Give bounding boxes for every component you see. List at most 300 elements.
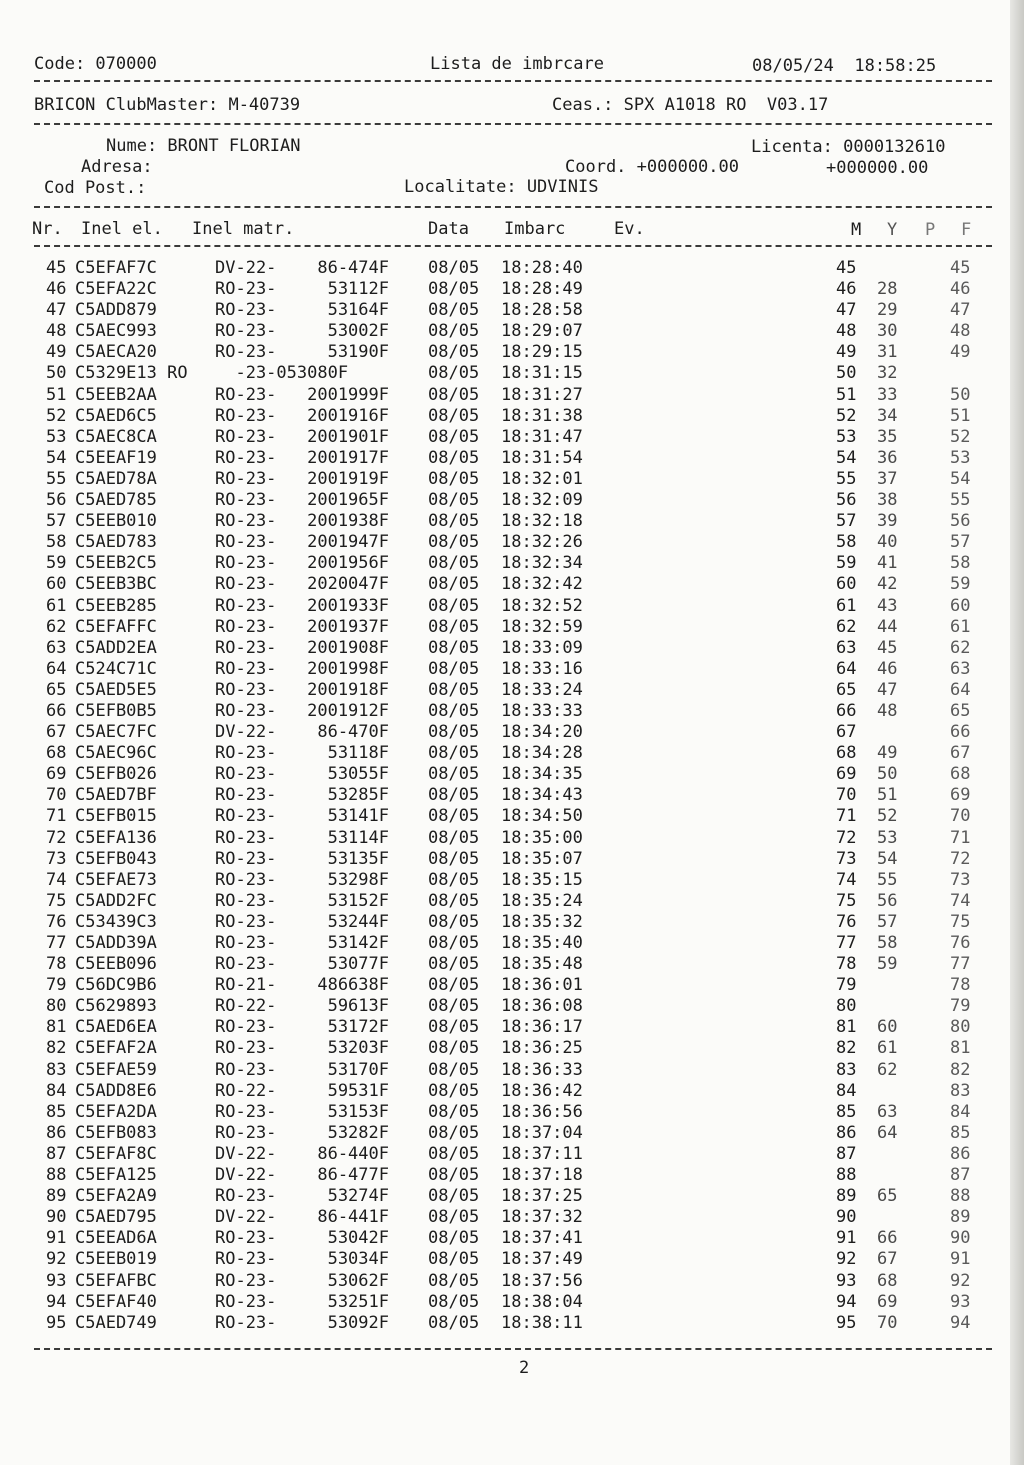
electronic-ring: C5AED78A: [75, 468, 157, 489]
arrival-date: 08/05: [428, 806, 480, 827]
arrival-time: 18:33:24: [501, 679, 583, 700]
rank-y: 36: [877, 447, 898, 468]
rank-m: 93: [836, 1270, 857, 1291]
arrival-time: 18:34:35: [501, 764, 583, 785]
arrival-date: 08/05: [428, 764, 480, 785]
ring-number: RO-23- 2001956F: [215, 553, 389, 574]
electronic-ring: C5AED785: [75, 490, 157, 511]
ring-number: DV-22- 86-477F: [215, 1165, 389, 1186]
arrival-time: 18:32:52: [501, 595, 583, 616]
ring-number: RO-23- 53042F: [215, 1228, 389, 1249]
ring-number: RO-23- 53002F: [215, 321, 389, 342]
electronic-ring: C5EFA2DA: [75, 1101, 157, 1122]
electronic-ring: C5EFAF7C: [75, 258, 157, 278]
table-row: [0, 806, 1024, 827]
row-number: 86: [46, 1122, 67, 1143]
table-row: [0, 828, 1024, 849]
arrival-date: 08/05: [428, 1080, 480, 1101]
rank-y: 67: [877, 1249, 898, 1270]
rank-f: 48: [950, 321, 971, 342]
ring-number: RO-23- 53203F: [215, 1038, 389, 1059]
rank-y: 58: [877, 933, 898, 953]
rank-f: 46: [950, 279, 971, 300]
rank-f: 66: [950, 722, 971, 743]
arrival-time: 18:32:26: [501, 532, 583, 553]
rank-f: 75: [950, 911, 971, 932]
rank-f: 70: [950, 806, 971, 827]
table-row: [0, 490, 1024, 511]
ring-number: RO-23- 53251F: [215, 1291, 389, 1312]
row-number: 59: [46, 553, 67, 574]
rank-m: 53: [836, 426, 857, 447]
ring-number: RO-23- 53170F: [215, 1059, 389, 1080]
electronic-ring: C5EEB3BC: [75, 574, 157, 595]
arrival-time: 18:29:15: [501, 342, 583, 363]
table-row: [0, 975, 1024, 996]
rank-y: 51: [877, 785, 898, 806]
row-number: 57: [46, 511, 67, 532]
arrival-date: 08/05: [428, 342, 480, 363]
arrival-date: 08/05: [428, 975, 480, 996]
arrival-time: 18:33:33: [501, 700, 583, 721]
rank-y: 34: [877, 405, 898, 426]
arrival-date: 08/05: [428, 827, 480, 848]
row-number: 78: [46, 954, 67, 975]
ring-number: RO-23- 2001908F: [215, 637, 389, 658]
arrival-date: 08/05: [428, 1143, 480, 1164]
table-row: [0, 954, 1024, 975]
ring-number: RO-22- 59613F: [215, 996, 389, 1017]
arrival-time: 18:31:38: [501, 405, 583, 426]
rank-m: 76: [836, 911, 857, 932]
rank-y: 37: [877, 468, 898, 489]
arrival-date: 08/05: [428, 1186, 480, 1207]
rank-m: 58: [836, 532, 857, 553]
electronic-ring: C5EFB015: [75, 806, 157, 827]
row-number: 93: [46, 1270, 67, 1291]
rank-y: 54: [877, 848, 898, 869]
table-row: [0, 785, 1024, 806]
rank-m: 64: [836, 658, 857, 679]
rank-f: 67: [950, 743, 971, 764]
electronic-ring: C53439C3: [75, 911, 157, 932]
rank-f: 56: [950, 511, 971, 532]
rank-f: 84: [950, 1101, 971, 1122]
arrival-date: 08/05: [428, 1228, 480, 1249]
ring-number: RO-23- 53092F: [215, 1312, 389, 1333]
rank-f: 64: [950, 679, 971, 700]
arrival-date: 08/05: [428, 996, 480, 1017]
rank-f: 86: [950, 1143, 971, 1164]
owner-name: Nume: BRONT FLORIAN: [106, 136, 301, 156]
col-p: P: [925, 220, 936, 240]
rank-m: 67: [836, 722, 857, 743]
arrival-time: 18:38:11: [501, 1312, 583, 1333]
ring-number: RO-23- 2001999F: [215, 384, 389, 405]
ring-number: RO-23- 53114F: [215, 827, 389, 848]
arrival-time: 18:33:09: [501, 637, 583, 658]
arrival-time: 18:31:54: [501, 447, 583, 468]
rank-y: 35: [877, 426, 898, 447]
arrival-time: 18:36:17: [501, 1017, 583, 1038]
electronic-ring: C5EFA136: [75, 827, 157, 848]
rank-m: 61: [836, 595, 857, 616]
row-number: 51: [46, 384, 67, 405]
arrival-time: 18:34:43: [501, 785, 583, 806]
arrival-date: 08/05: [428, 637, 480, 658]
rank-f: 47: [950, 300, 971, 321]
table-row: [0, 1249, 1024, 1270]
arrival-time: 18:37:41: [501, 1228, 583, 1249]
col-m: M: [851, 220, 862, 240]
rank-f: 71: [950, 827, 971, 848]
rank-f: 91: [950, 1249, 971, 1270]
ring-number: DV-22- 86-440F: [215, 1143, 389, 1164]
arrival-time: 18:36:01: [501, 975, 583, 996]
row-number: 49: [46, 342, 67, 363]
rank-m: 94: [836, 1291, 857, 1312]
table-row: [0, 258, 1024, 279]
rank-f: 62: [950, 637, 971, 658]
electronic-ring: C5AEC96C: [75, 743, 157, 764]
rank-m: 62: [836, 616, 857, 637]
rank-m: 55: [836, 468, 857, 489]
arrival-date: 08/05: [428, 1291, 480, 1312]
ring-number: RO-23- 2001912F: [215, 700, 389, 721]
arrival-time: 18:38:04: [501, 1291, 583, 1312]
ring-number: RO-22- 59531F: [215, 1080, 389, 1101]
table-row: [0, 279, 1024, 300]
arrival-time: 18:28:40: [501, 258, 583, 278]
electronic-ring: C5EEB2C5: [75, 553, 157, 574]
arrival-time: 18:32:09: [501, 490, 583, 511]
electronic-ring: C5AEC8CA: [75, 426, 157, 447]
electronic-ring: C5AECA20: [75, 342, 157, 363]
electronic-ring: C5AED749: [75, 1312, 157, 1333]
electronic-ring: C5AED783: [75, 532, 157, 553]
rank-m: 90: [836, 1207, 857, 1228]
rank-m: 52: [836, 405, 857, 426]
electronic-ring: C5AED5E5: [75, 679, 157, 700]
table-row: [0, 743, 1024, 764]
arrival-date: 08/05: [428, 869, 480, 890]
rank-f: 54: [950, 468, 971, 489]
rank-m: 79: [836, 975, 857, 996]
row-number: 90: [46, 1207, 67, 1228]
ring-number: RO-23- 53112F: [215, 279, 389, 300]
arrival-time: 18:32:59: [501, 616, 583, 637]
ring-number: RO-23- 2020047F: [215, 574, 389, 595]
arrival-date: 08/05: [428, 384, 480, 405]
rank-y: 30: [877, 321, 898, 342]
rank-y: 46: [877, 658, 898, 679]
table-row: [0, 617, 1024, 638]
arrival-time: 18:35:24: [501, 890, 583, 911]
electronic-ring: C5EFA125: [75, 1165, 157, 1186]
rank-m: 77: [836, 933, 857, 953]
table-row: [0, 701, 1024, 722]
rank-y: 53: [877, 827, 898, 848]
rank-m: 74: [836, 869, 857, 890]
arrival-time: 18:37:56: [501, 1270, 583, 1291]
arrival-date: 08/05: [428, 574, 480, 595]
rank-y: 63: [877, 1101, 898, 1122]
arrival-time: 18:31:47: [501, 426, 583, 447]
electronic-ring: C5EFAFBC: [75, 1270, 157, 1291]
arrival-date: 08/05: [428, 848, 480, 869]
electronic-ring: C5ADD2FC: [75, 890, 157, 911]
electronic-ring: C5EEB019: [75, 1249, 157, 1270]
arrival-time: 18:28:58: [501, 300, 583, 321]
arrival-date: 08/05: [428, 1101, 480, 1122]
table-row: [0, 1271, 1024, 1292]
arrival-date: 08/05: [428, 1122, 480, 1143]
rank-m: 50: [836, 363, 857, 384]
row-number: 87: [46, 1143, 67, 1164]
rank-y: 52: [877, 806, 898, 827]
rank-y: 38: [877, 490, 898, 511]
table-row: [0, 1102, 1024, 1123]
rank-m: 47: [836, 300, 857, 321]
arrival-date: 08/05: [428, 679, 480, 700]
table-row: [0, 1207, 1024, 1228]
ring-number: RO-23- 2001919F: [215, 468, 389, 489]
electronic-ring: C5EFB0B5: [75, 700, 157, 721]
rank-m: 56: [836, 490, 857, 511]
electronic-ring: C5EFAF8C: [75, 1143, 157, 1164]
coordinates: Coord. +000000.00: [565, 157, 739, 177]
rank-y: 32: [877, 363, 898, 384]
row-number: 53: [46, 426, 67, 447]
row-number: 81: [46, 1017, 67, 1038]
table-row: [0, 680, 1024, 701]
arrival-date: 08/05: [428, 658, 480, 679]
arrival-date: 08/05: [428, 785, 480, 806]
arrival-time: 18:37:25: [501, 1186, 583, 1207]
table-row: [0, 891, 1024, 912]
electronic-ring: C5EFAFFC: [75, 616, 157, 637]
ring-number: RO-23- 53055F: [215, 764, 389, 785]
rank-f: 65: [950, 700, 971, 721]
arrival-date: 08/05: [428, 1270, 480, 1291]
rank-m: 75: [836, 890, 857, 911]
row-number: 82: [46, 1038, 67, 1059]
electronic-ring: C5EEB2AA: [75, 384, 157, 405]
row-number: 47: [46, 300, 67, 321]
row-number: 55: [46, 468, 67, 489]
arrival-date: 08/05: [428, 447, 480, 468]
arrival-time: 18:36:25: [501, 1038, 583, 1059]
rank-f: 94: [950, 1312, 971, 1333]
rank-f: 60: [950, 595, 971, 616]
rank-y: 42: [877, 574, 898, 595]
table-row: [0, 1017, 1024, 1038]
row-number: 56: [46, 490, 67, 511]
rank-f: 82: [950, 1059, 971, 1080]
results-table: [0, 258, 1024, 1334]
rank-y: 55: [877, 869, 898, 890]
rank-m: 80: [836, 996, 857, 1017]
print-datetime: 08/05/24 18:58:25: [752, 56, 937, 76]
rank-m: 73: [836, 848, 857, 869]
table-row: [0, 659, 1024, 680]
electronic-ring: C5EFA2A9: [75, 1186, 157, 1207]
rank-f: 73: [950, 869, 971, 890]
ring-number: RO-23- 2001901F: [215, 426, 389, 447]
rank-f: 78: [950, 975, 971, 996]
electronic-ring: C5ADD879: [75, 300, 157, 321]
table-row: [0, 1038, 1024, 1059]
rank-m: 51: [836, 384, 857, 405]
ring-number: RO-23- 53244F: [215, 911, 389, 932]
row-number: 71: [46, 806, 67, 827]
arrival-time: 18:31:27: [501, 384, 583, 405]
arrival-date: 08/05: [428, 616, 480, 637]
rank-m: 78: [836, 954, 857, 975]
col-f: F: [961, 220, 972, 240]
ring-number: RO-21- 486638F: [215, 975, 389, 996]
ring-number: RO-23- 2001916F: [215, 405, 389, 426]
rank-m: 83: [836, 1059, 857, 1080]
rank-y: 62: [877, 1059, 898, 1080]
col-inel-matr: Inel matr.: [192, 219, 295, 239]
rank-y: 44: [877, 616, 898, 637]
table-row: [0, 1313, 1024, 1334]
ring-number: RO-23- 2001938F: [215, 511, 389, 532]
rank-f: 51: [950, 405, 971, 426]
arrival-date: 08/05: [428, 321, 480, 342]
rank-y: 56: [877, 890, 898, 911]
ring-number: DV-22- 86-441F: [215, 1207, 389, 1228]
row-number: 60: [46, 574, 67, 595]
table-row: [0, 321, 1024, 342]
arrival-time: 18:35:32: [501, 911, 583, 932]
table-row: [0, 1165, 1024, 1186]
arrival-time: 18:35:48: [501, 954, 583, 975]
row-number: 62: [46, 616, 67, 637]
electronic-ring: C5AED6C5: [75, 405, 157, 426]
row-number: 84: [46, 1080, 67, 1101]
address-label: Adresa:: [81, 157, 153, 177]
table-row: [0, 1228, 1024, 1249]
electronic-ring: C5EFAF40: [75, 1291, 157, 1312]
rank-f: 49: [950, 342, 971, 363]
row-number: 80: [46, 996, 67, 1017]
rank-f: 50: [950, 384, 971, 405]
electronic-ring: C5AEC7FC: [75, 722, 157, 743]
rank-y: 68: [877, 1270, 898, 1291]
table-row: [0, 553, 1024, 574]
arrival-time: 18:35:40: [501, 933, 583, 953]
ring-number: RO-23- 53274F: [215, 1186, 389, 1207]
electronic-ring: C5ADD2EA: [75, 637, 157, 658]
rank-m: 85: [836, 1101, 857, 1122]
rank-f: 83: [950, 1080, 971, 1101]
ring-number: RO-23- 53190F: [215, 342, 389, 363]
table-row: [0, 596, 1024, 617]
electronic-ring: C5EFAE73: [75, 869, 157, 890]
ring-number: RO-23- 2001965F: [215, 490, 389, 511]
arrival-time: 18:31:15: [501, 363, 583, 384]
coordinates-second: +000000.00: [826, 158, 929, 178]
row-number: 58: [46, 532, 67, 553]
rank-m: 65: [836, 679, 857, 700]
rank-y: 41: [877, 553, 898, 574]
license-number: Licenta: 0000132610: [751, 137, 946, 157]
table-row: [0, 638, 1024, 659]
rank-f: 93: [950, 1291, 971, 1312]
table-row: [0, 912, 1024, 933]
rank-m: 88: [836, 1165, 857, 1186]
rank-m: 87: [836, 1143, 857, 1164]
table-row: [0, 511, 1024, 532]
table-row: [0, 1292, 1024, 1313]
rank-m: 84: [836, 1080, 857, 1101]
arrival-date: 08/05: [428, 933, 480, 953]
rank-y: 45: [877, 637, 898, 658]
arrival-time: 18:34:20: [501, 722, 583, 743]
electronic-ring: C5EEAD6A: [75, 1228, 157, 1249]
rank-m: 60: [836, 574, 857, 595]
rank-y: 66: [877, 1228, 898, 1249]
row-number: 50: [46, 363, 67, 384]
electronic-ring: C5EFB043: [75, 848, 157, 869]
electronic-ring: C5AED6EA: [75, 1017, 157, 1038]
row-number: 67: [46, 722, 67, 743]
electronic-ring: C5EEB285: [75, 595, 157, 616]
arrival-date: 08/05: [428, 511, 480, 532]
rank-m: 86: [836, 1122, 857, 1143]
rank-f: 77: [950, 954, 971, 975]
divider: [34, 245, 992, 247]
rank-m: 46: [836, 279, 857, 300]
row-number: 72: [46, 827, 67, 848]
table-row: [0, 1081, 1024, 1102]
rank-m: 71: [836, 806, 857, 827]
row-number: 69: [46, 764, 67, 785]
electronic-ring: C5EFAE59: [75, 1059, 157, 1080]
arrival-date: 08/05: [428, 363, 480, 384]
row-number: 83: [46, 1059, 67, 1080]
arrival-date: 08/05: [428, 954, 480, 975]
divider: [34, 206, 992, 208]
table-row: [0, 342, 1024, 363]
rank-f: 74: [950, 890, 971, 911]
rank-f: 90: [950, 1228, 971, 1249]
rank-f: 59: [950, 574, 971, 595]
arrival-date: 08/05: [428, 553, 480, 574]
ring-number: -23-053080F: [215, 363, 349, 384]
row-number: 45: [46, 258, 67, 278]
row-number: 48: [46, 321, 67, 342]
col-inel-el: Inel el.: [81, 219, 163, 239]
arrival-date: 08/05: [428, 405, 480, 426]
paper-edge: [1010, 0, 1024, 1465]
electronic-ring: C5EEB010: [75, 511, 157, 532]
arrival-time: 18:28:49: [501, 279, 583, 300]
arrival-time: 18:35:00: [501, 827, 583, 848]
rank-m: 89: [836, 1186, 857, 1207]
code-label: Code: 070000: [34, 54, 157, 74]
rank-m: 72: [836, 827, 857, 848]
rank-m: 81: [836, 1017, 857, 1038]
electronic-ring: C5ADD8E6: [75, 1080, 157, 1101]
rank-y: 50: [877, 764, 898, 785]
rank-f: 80: [950, 1017, 971, 1038]
ring-number: RO-23- 2001933F: [215, 595, 389, 616]
electronic-ring: C5EFB026: [75, 764, 157, 785]
rank-f: 55: [950, 490, 971, 511]
